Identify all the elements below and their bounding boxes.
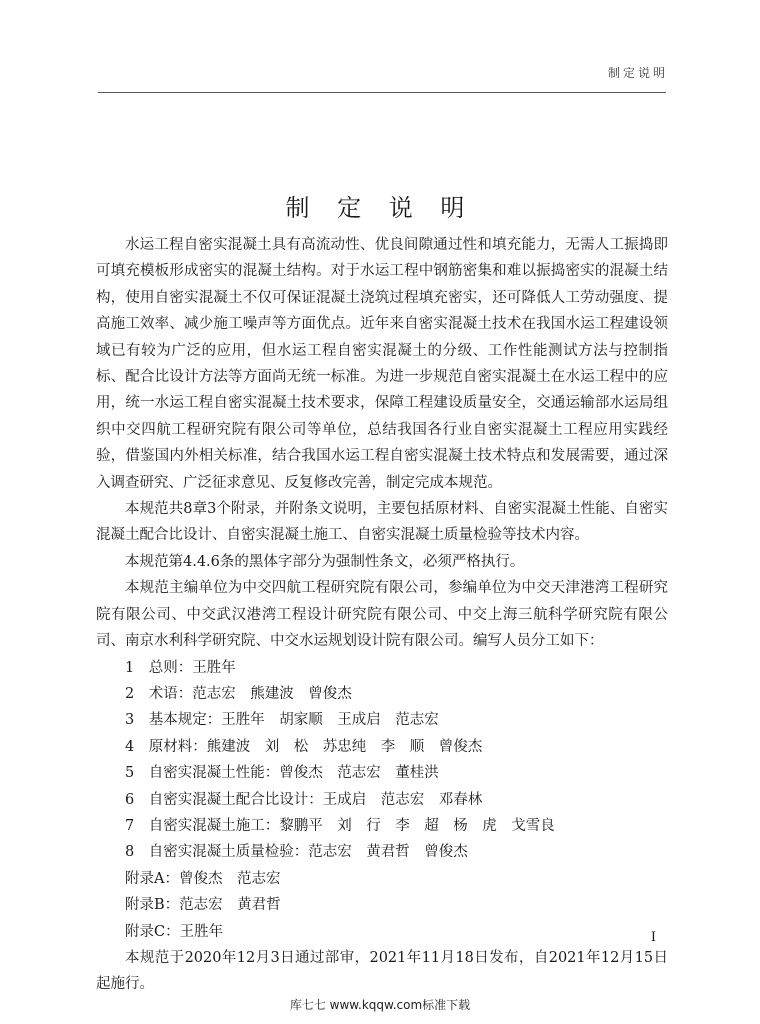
- assignment-item: 5 自密实混凝土性能：曾俊杰 范志宏 董桂洪: [125, 765, 439, 782]
- assignment-item: 6 自密实混凝土配合比设计：王成启 范志宏 邓春林: [125, 791, 483, 808]
- page-title: 制 定 说 明: [285, 194, 475, 222]
- assignment-item: 附录B：范志宏 黄君哲: [125, 897, 281, 914]
- contributors-paragraph: 本规范主编单位为中交四航工程研究院有限公司，参编单位为中交天津港湾工程研究院有限公司、中交武汉港湾工程设计研究院有限公司、中交上海三航科学研究院有限公司、南京水利科学研究院、中交水运规划设计院有限公司。编写人员分工如下：: [96, 580, 668, 650]
- running-header: 制定说明: [607, 66, 668, 80]
- page-number: I: [650, 930, 656, 945]
- assignment-item: 8 自密实混凝土质量检验：范志宏 黄君哲 曾俊杰: [125, 844, 468, 861]
- assignment-item: 附录A：曾俊杰 范志宏: [125, 870, 281, 887]
- assignment-item: 7 自密实混凝土施工：黎鹏平 刘 行 李 超 杨 虎 戈雪良: [125, 817, 555, 834]
- assignment-item: 2 术语：范志宏 熊建波 曾俊杰: [125, 685, 352, 702]
- footer-watermark[interactable]: 库七七 www.kqqw.com标准下载: [289, 998, 471, 1012]
- assignment-item: 1 总则：王胜年: [125, 659, 236, 676]
- effective-date-paragraph: 本规范于2020年12月3日通过部审，2021年11月18日发布，自2021年12月15日起施行。: [96, 949, 668, 993]
- assignment-item: 附录C：王胜年: [125, 923, 224, 940]
- scope-paragraph: 本规范共8章3个附录，并附条文说明，主要包括原材料、自密实混凝土性能、自密实混凝土配合比设计、自密实混凝土施工、自密实混凝土质量检验等技术内容。: [96, 501, 668, 544]
- document-body: [96, 232, 668, 998]
- header-rule: [98, 92, 666, 93]
- mandatory-clause-paragraph: 本规范第4.4.6条的黑体字部分为强制性条文，必须严格执行。: [125, 553, 525, 570]
- assignment-item: 4 原材料：熊建波 刘 松 苏忠纯 李 顺 曾俊杰: [125, 738, 483, 755]
- assignment-list: [96, 655, 668, 945]
- intro-paragraph: 水运工程自密实混凝土具有高流动性、优良间隙通过性和填充能力，无需人工振捣即可填充模板形成密实的混凝土结构。对于水运工程中钢筋密集和难以振捣密实的混凝土结构，使用自密实混凝土不仅可保证混凝土浇筑过程填充密实，还可降低人工劳动强度、提高施工效率、减少施工噪声等方面优点。近年来自密实混凝土技术在我国水运工程建设领域已有较为广泛的应用，但水运工程自密实混凝土的分级、工作性能测试方法与控制指标、配合比设计方法等方面尚无统一标准。为进一步规范自密实混凝土在水运工程中的应用，统一水运工程自密实混凝土技术要求，保障工程建设质量安全，交通运输部水运局组织中交四航工程研究院有限公司等单位，总结我国各行业自密实混凝土工程应用实践经验，借鉴国内外相关标准，结合我国水运工程自密实混凝土技术特点和发展需要，通过深入调查研究、广泛征求意见、反复修改完善，制定完成本规范。: [96, 237, 668, 491]
- assignment-item: 3 基本规定：王胜年 胡家顺 王成启 范志宏: [125, 712, 439, 729]
